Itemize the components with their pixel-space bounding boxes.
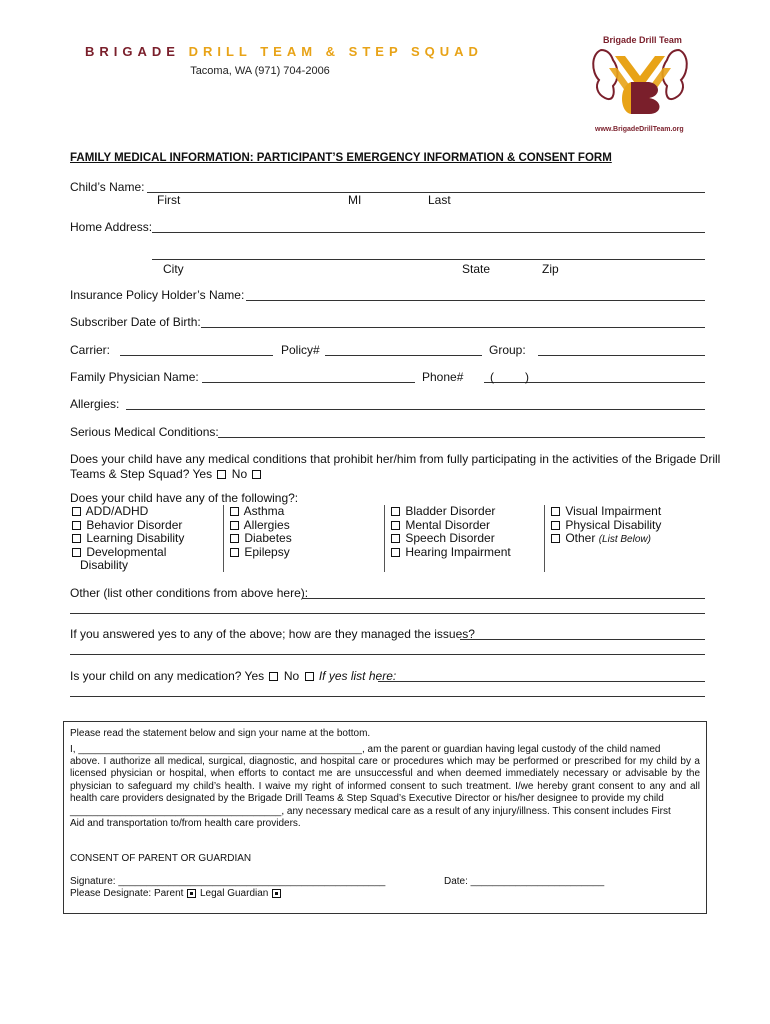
managed-label: If you answered yes to any of the above; how are they managed the issues? <box>70 627 475 641</box>
prohibit-no-checkbox[interactable] <box>252 470 261 479</box>
allergies-label: Allergies: <box>70 397 120 411</box>
subscriber-dob-field[interactable] <box>201 327 705 328</box>
consent-heading: CONSENT OF PARENT OR GUARDIAN <box>70 853 252 864</box>
state-caption: State <box>462 262 491 276</box>
checkbox-icon[interactable] <box>551 507 560 516</box>
home-address-field-1[interactable] <box>152 232 705 233</box>
checkbox-icon[interactable] <box>551 534 560 543</box>
policy-holder-label: Insurance Policy Holder’s Name: <box>70 288 245 302</box>
guardian-checkbox[interactable] <box>273 890 280 897</box>
condition-item[interactable]: Asthma <box>228 505 292 519</box>
subscriber-dob-label: Subscriber Date of Birth: <box>70 315 201 329</box>
checkbox-icon[interactable] <box>391 507 400 516</box>
conditions-column-4 <box>549 505 661 547</box>
checkbox-icon[interactable] <box>230 534 239 543</box>
checkbox-icon[interactable] <box>72 521 81 530</box>
allergies-field[interactable] <box>126 409 705 410</box>
guardian-label: Legal Guardian <box>199 888 269 899</box>
child-name-mi-caption: MI <box>348 193 362 207</box>
phone-paren-close: ) <box>525 370 529 384</box>
consent-box <box>63 721 707 914</box>
medication-no-label: No <box>283 669 300 683</box>
other-note: (List Below) <box>598 534 651 545</box>
checkbox-icon[interactable] <box>230 548 239 557</box>
prohibit-question-line-1: Does your child have any medical conditions that prohibit her/him from fully participating in the activities of the Brigade Drill <box>70 452 721 466</box>
logo-title: Brigade Drill Team <box>603 35 682 45</box>
home-address-label: Home Address: <box>70 220 153 234</box>
other-conditions-field-2[interactable] <box>70 613 705 614</box>
column-divider <box>223 505 224 572</box>
date-field[interactable]: Date: ________________________ <box>444 876 605 887</box>
logo <box>585 28 695 136</box>
condition-item[interactable]: Diabetes <box>228 532 292 546</box>
condition-item[interactable]: Bladder Disorder <box>389 505 511 519</box>
condition-item[interactable]: Epilepsy <box>228 546 292 560</box>
consent-line-last: Aid and transportation to/from health care providers. <box>70 818 301 829</box>
other-conditions-field-1[interactable] <box>302 598 705 599</box>
child-name-last-caption: Last <box>428 193 451 207</box>
condition-item[interactable]: Hearing Impairment <box>389 546 511 560</box>
brand-part-1: BRIGADE <box>85 44 180 59</box>
signature-field[interactable]: Signature: ________________________________________________ <box>70 876 386 887</box>
medication-no-checkbox[interactable] <box>305 672 314 681</box>
organization-name <box>85 44 483 59</box>
home-address-field-2[interactable] <box>152 259 705 260</box>
logo-url: www.BrigadeDrillTeam.org <box>595 126 684 133</box>
parent-checkbox[interactable] <box>188 890 195 897</box>
checkbox-icon[interactable] <box>72 507 81 516</box>
conditions-column-3 <box>389 505 511 559</box>
medication-label: Is your child on any medication? Yes <box>70 669 265 683</box>
medication-list-label: If yes list here: <box>318 669 397 683</box>
condition-item[interactable]: Visual Impairment <box>549 505 661 519</box>
managed-field-1[interactable] <box>460 639 705 640</box>
condition-item[interactable]: Speech Disorder <box>389 532 511 546</box>
other-conditions-label: Other (list other conditions from above here): <box>70 586 309 600</box>
checkbox-icon[interactable] <box>391 548 400 557</box>
checkbox-icon[interactable] <box>230 507 239 516</box>
prohibit-question-line-2: Teams & Step Squad? Yes <box>70 467 213 481</box>
condition-item[interactable]: Developmental <box>70 546 184 560</box>
prohibit-no-label: No <box>231 467 248 481</box>
carrier-label: Carrier: <box>70 343 111 357</box>
condition-item[interactable]: Physical Disability <box>549 519 661 533</box>
condition-item[interactable]: Other (List Below) <box>549 532 661 547</box>
zip-caption: Zip <box>542 262 559 276</box>
consent-line-name[interactable]: I, ___________________________________________________, am the parent or guardian having legal custody of the child named <box>70 744 661 755</box>
condition-item[interactable]: Learning Disability <box>70 532 184 546</box>
prohibit-yes-checkbox[interactable] <box>217 470 226 479</box>
conditions-column-2 <box>228 505 292 559</box>
group-field[interactable] <box>538 355 705 356</box>
checkbox-icon[interactable] <box>391 521 400 530</box>
checkbox-icon[interactable] <box>230 521 239 530</box>
city-caption: City <box>163 262 184 276</box>
conditions-column-1 <box>70 505 184 573</box>
checkbox-icon[interactable] <box>72 534 81 543</box>
designate-row <box>70 888 282 900</box>
designate-label: Please Designate: Parent <box>70 888 184 899</box>
medication-question <box>70 669 396 683</box>
physician-label: Family Physician Name: <box>70 370 199 384</box>
column-divider <box>384 505 385 572</box>
policy-holder-field[interactable] <box>246 300 705 301</box>
managed-field-2[interactable] <box>70 654 705 655</box>
checkbox-icon[interactable] <box>391 534 400 543</box>
condition-item[interactable]: ADD/ADHD <box>70 505 184 519</box>
condition-item[interactable]: Allergies <box>228 519 292 533</box>
child-name-first-caption: First <box>157 193 181 207</box>
condition-item[interactable]: Behavior Disorder <box>70 519 184 533</box>
physician-field[interactable] <box>202 382 415 383</box>
group-label: Group: <box>489 343 526 357</box>
serious-conditions-label: Serious Medical Conditions: <box>70 425 219 439</box>
policy-label: Policy# <box>281 343 320 357</box>
brand-part-2: DRILL TEAM & STEP SQUAD <box>188 44 483 59</box>
medication-yes-checkbox[interactable] <box>269 672 278 681</box>
organization-contact: Tacoma, WA (971) 704-2006 <box>190 65 330 77</box>
condition-item-continued: Disability <box>80 558 129 572</box>
checkbox-icon[interactable] <box>72 548 81 557</box>
phone-label: Phone# <box>422 370 464 384</box>
medication-field-2[interactable] <box>70 696 705 697</box>
prohibit-question <box>70 452 721 482</box>
phone-field[interactable] <box>484 382 705 383</box>
child-name-field[interactable] <box>147 192 705 193</box>
form-title: FAMILY MEDICAL INFORMATION: PARTICIPANT’S EMERGENCY INFORMATION & CONSENT FORM <box>70 152 612 164</box>
medication-field-1[interactable] <box>378 681 705 682</box>
consent-intro: Please read the statement below and sign your name at the bottom. <box>70 728 371 739</box>
carrier-field[interactable] <box>120 355 273 356</box>
child-name-label: Child’s Name: <box>70 180 145 194</box>
consent-body: above. I authorize all medical, surgical, diagnostic, and hospital care or procedures which may be performed or prescribed for my child by a licensed physician or hospital, when efforts to contact me are unsuccessful and when deemed immediately necessary or advisable by the physician to safeguard my child’s health. I waive my right of informed consent to such treatment. I/we hereby grant consent to any and all health care providers designated by the Brigade Drill Teams & Step Squad’s Executive Director or his/her designee to provide my child <box>70 756 700 805</box>
phone-paren-open: ( <box>490 370 494 384</box>
checkbox-icon[interactable] <box>551 521 560 530</box>
column-divider <box>544 505 545 572</box>
serious-conditions-field[interactable] <box>218 437 705 438</box>
consent-line-any[interactable]: ______________________________________, any necessary medical care as a result of any injury/illness. This consent includes First <box>70 806 671 817</box>
policy-field[interactable] <box>325 355 482 356</box>
conditions-question: Does your child have any of the following?: <box>70 491 299 505</box>
condition-item[interactable]: Mental Disorder <box>389 519 511 533</box>
